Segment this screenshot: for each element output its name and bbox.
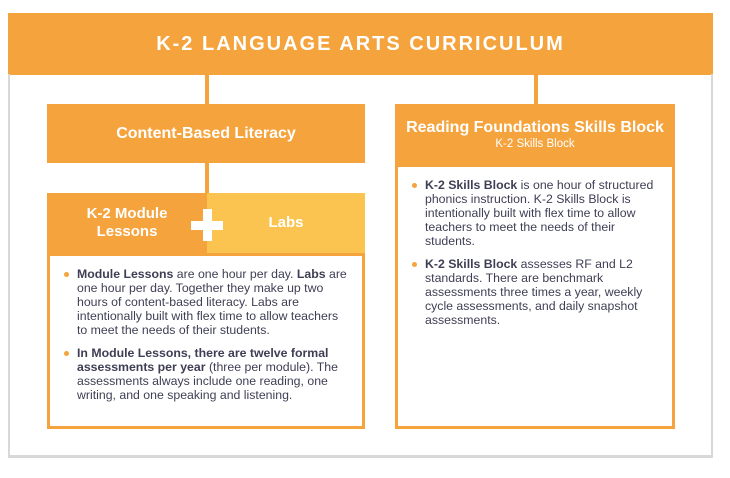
skills-block-details-box: [395, 164, 675, 429]
bullet-item: K-2 Skills Block is one hour of structured phonics instruction. K-2 Skills Block is intentionally built with flex time to allow teachers to meet the needs of their students.: [410, 178, 660, 248]
frame-border-bottom: [8, 455, 713, 458]
bullet-item: K-2 Skills Block assesses RF and L2 standards. There are benchmark assessments three times a year, weekly cycle assessments, and daily snapshot assessments.: [410, 257, 660, 327]
module-lessons-box: [47, 193, 207, 253]
left-bullet-list: [62, 267, 350, 402]
content-based-literacy-label: Content-Based Literacy: [116, 124, 296, 142]
connector-banner-to-left-header: [205, 74, 209, 105]
k2-skills-block-sublabel: K-2 Skills Block: [495, 137, 575, 150]
reading-foundations-header: [395, 104, 675, 164]
page-title: K-2 LANGUAGE ARTS CURRICULUM: [156, 32, 565, 55]
connector-left-header-to-split: [205, 162, 209, 194]
right-bullet-list: [410, 178, 660, 327]
plus-icon: [191, 209, 223, 241]
labs-box: [207, 193, 365, 253]
frame-border-right: [711, 74, 713, 457]
bullet-item: In Module Lessons, there are twelve formal assessments per year (three per module). The assessments always include one reading, one writing, and one speaking and listening.: [62, 346, 350, 402]
content-based-literacy-details-box: [47, 253, 365, 429]
banner: [8, 13, 713, 75]
content-based-literacy-header: [47, 104, 365, 163]
module-lessons-label: K-2 Module Lessons: [86, 205, 168, 240]
reading-foundations-label: Reading Foundations Skills Block: [406, 118, 664, 136]
labs-label: Labs: [268, 214, 304, 231]
frame-border-left: [8, 74, 10, 457]
bullet-item: Module Lessons are one hour per day. Labs are one hour per day. Together they make up two hours of content-based literacy. Labs are intentionally built with flex time to allow teachers to meet the needs of their students.: [62, 267, 350, 337]
connector-banner-to-right-header: [534, 74, 538, 105]
